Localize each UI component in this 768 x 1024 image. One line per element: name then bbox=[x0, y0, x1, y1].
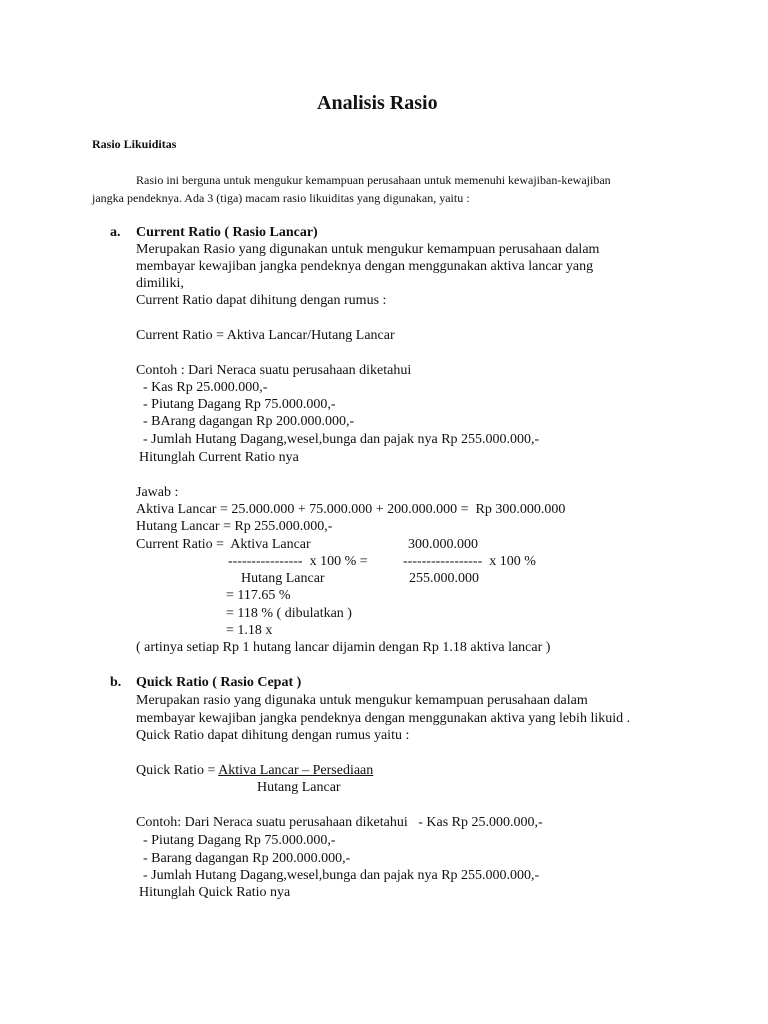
list-item: - Jumlah Hutang Dagang,wesel,bunga dan pajak nya Rp 255.000.000,- bbox=[143, 868, 540, 883]
page-title: Analisis Rasio bbox=[317, 92, 438, 114]
current-ratio-denominator-label: Hutang Lancar bbox=[241, 571, 325, 586]
list-item: - Jumlah Hutang Dagang,wesel,bunga dan pajak nya Rp 255.000.000,- bbox=[143, 432, 540, 447]
quick-ratio-desc-3: Quick Ratio dapat dihitung dengan rumus yaitu : bbox=[136, 728, 410, 743]
intro-line-2: jangka pendeknya. Ada 3 (tiga) macam rasio likuiditas yang digunakan, yaitu : bbox=[92, 191, 470, 205]
quick-ratio-formula-denominator: Hutang Lancar bbox=[257, 780, 341, 795]
intro-line-1: Rasio ini berguna untuk mengukur kemampuan perusahaan untuk memenuhi kewajiban-kewajiban bbox=[136, 173, 611, 187]
jawab-label: Jawab : bbox=[136, 485, 179, 500]
fraction-line-2: ----------------- x 100 % bbox=[403, 554, 536, 569]
quick-ratio-desc-2: membayar kewajiban jangka pendeknya dengan menggunakan aktiva yang lebih likuid . bbox=[136, 711, 631, 726]
result-line-1: = 117.65 % bbox=[226, 588, 291, 603]
current-ratio-contoh: Contoh : Dari Neraca suatu perusahaan diketahui bbox=[136, 363, 412, 378]
list-item: - Piutang Dagang Rp 75.000.000,- bbox=[143, 397, 336, 412]
list-item: - BArang dagangan Rp 200.000.000,- bbox=[143, 414, 355, 429]
current-ratio-formula: Current Ratio = Aktiva Lancar/Hutang Lancar bbox=[136, 328, 395, 343]
current-ratio-desc-4: Current Ratio dapat dihitung dengan rumus : bbox=[136, 293, 387, 308]
quick-ratio-heading: Quick Ratio ( Rasio Cepat ) bbox=[136, 675, 302, 690]
current-ratio-question: Hitunglah Current Ratio nya bbox=[139, 450, 299, 465]
quick-ratio-question: Hitunglah Quick Ratio nya bbox=[139, 885, 291, 900]
list-item: - Kas Rp 25.000.000,- bbox=[143, 380, 268, 395]
quick-ratio-formula-numerator: Aktiva Lancar – Persediaan bbox=[218, 763, 374, 778]
list-item: - Piutang Dagang Rp 75.000.000,- bbox=[143, 833, 336, 848]
fraction-line-1: ---------------- x 100 % = bbox=[228, 554, 368, 569]
current-ratio-calc-label: Current Ratio = Aktiva Lancar bbox=[136, 537, 311, 552]
current-ratio-desc-1: Merupakan Rasio yang digunakan untuk mengukur kemampuan perusahaan dalam bbox=[136, 242, 600, 257]
list-item: - Barang dagangan Rp 200.000.000,- bbox=[143, 851, 351, 866]
list-marker-b: b. bbox=[110, 675, 122, 690]
quick-ratio-formula-label: Quick Ratio = bbox=[136, 763, 219, 778]
current-ratio-heading: Current Ratio ( Rasio Lancar) bbox=[136, 225, 318, 240]
quick-ratio-contoh: Contoh: Dari Neraca suatu perusahaan diketahui - Kas Rp 25.000.000,- bbox=[136, 815, 543, 830]
result-meaning: ( artinya setiap Rp 1 hutang lancar dijamin dengan Rp 1.18 aktiva lancar ) bbox=[136, 640, 551, 655]
current-ratio-desc-2: membayar kewajiban jangka pendeknya dengan menggunakan aktiva lancar yang bbox=[136, 259, 594, 274]
current-ratio-desc-3: dimiliki, bbox=[136, 276, 184, 291]
answer-line-2: Hutang Lancar = Rp 255.000.000,- bbox=[136, 519, 333, 534]
answer-line-1: Aktiva Lancar = 25.000.000 + 75.000.000 + 200.000.000 = Rp 300.000.000 bbox=[136, 502, 566, 517]
list-marker-a: a. bbox=[110, 225, 121, 240]
section-heading: Rasio Likuiditas bbox=[92, 137, 177, 151]
quick-ratio-formula bbox=[136, 763, 373, 779]
result-line-3: = 1.18 x bbox=[226, 623, 273, 638]
current-ratio-denominator-value: 255.000.000 bbox=[409, 571, 479, 586]
result-line-2: = 118 % ( dibulatkan ) bbox=[226, 606, 352, 621]
quick-ratio-desc-1: Merupakan rasio yang digunaka untuk mengukur kemampuan perusahaan dalam bbox=[136, 693, 588, 708]
current-ratio-numerator: 300.000.000 bbox=[408, 537, 478, 552]
